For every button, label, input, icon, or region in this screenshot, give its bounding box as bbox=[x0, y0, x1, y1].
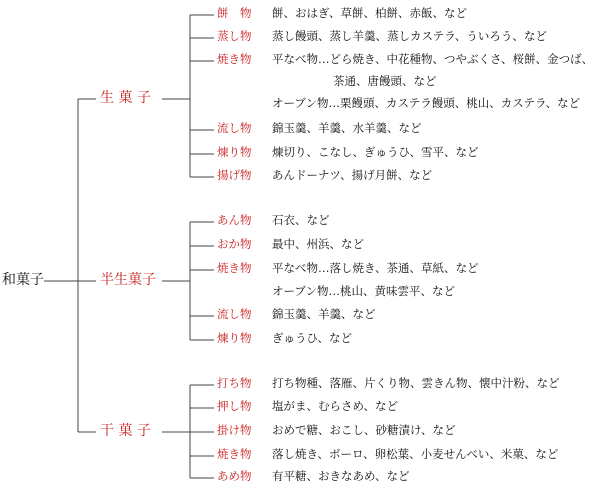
group-label: 干 菓 子 bbox=[100, 423, 151, 439]
category-label: あめ物 bbox=[217, 469, 252, 484]
root-label: 和菓子 bbox=[2, 272, 44, 288]
category-label: 蒸し物 bbox=[217, 29, 252, 44]
category-label: 焼き物 bbox=[217, 52, 252, 67]
example-text: 石衣、など bbox=[272, 213, 330, 228]
example-text: 茶通、唐饅頭、など bbox=[333, 74, 437, 89]
example-text: オーブン物…栗饅頭、カステラ饅頭、桃山、カステラ、など bbox=[272, 96, 581, 111]
category-label: 餅 物 bbox=[217, 6, 252, 21]
example-text: 蒸し饅頭、蒸し羊羹、蒸しカステラ、ういろう、など bbox=[272, 29, 547, 44]
category-label: 焼き物 bbox=[217, 261, 252, 276]
example-text: 平なべ物…落し焼き、茶通、草紙、など bbox=[272, 261, 479, 276]
category-label: あん物 bbox=[217, 213, 252, 228]
group-label: 生 菓 子 bbox=[100, 90, 151, 106]
example-text: ぎゅうひ、など bbox=[272, 331, 353, 346]
category-label: 煉り物 bbox=[217, 331, 252, 346]
group-label: 半生菓子 bbox=[100, 272, 156, 288]
category-label: 掛け物 bbox=[217, 423, 252, 438]
category-label: おか物 bbox=[217, 237, 252, 252]
category-label: 流し物 bbox=[217, 121, 252, 136]
category-label: 焼き物 bbox=[217, 447, 252, 462]
example-text: 有平糖、おきなあめ、など bbox=[272, 469, 410, 484]
example-text: 打ち物種、落雁、片くり物、雲きん物、懐中汁粉、など bbox=[272, 376, 560, 391]
example-text: おめで糖、おこし、砂糖漬け、など bbox=[272, 423, 456, 438]
example-text: 煉切り、こなし、ぎゅうひ、雪平、など bbox=[272, 145, 479, 160]
example-text: 錦玉羹、羊羹、など bbox=[272, 307, 376, 322]
category-label: 打ち物 bbox=[217, 376, 252, 391]
example-text: 最中、州浜、など bbox=[272, 237, 364, 252]
example-text: 塩がま、むらさめ、など bbox=[272, 399, 399, 414]
example-text: 錦玉羹、羊羹、水羊羹、など bbox=[272, 121, 422, 136]
category-label: 押し物 bbox=[217, 399, 252, 414]
example-text: 落し焼き、ボーロ、卵松葉、小麦せんべい、米菓、など bbox=[272, 447, 559, 462]
category-label: 流し物 bbox=[217, 307, 252, 322]
example-text: あんドーナツ、揚げ月餅、など bbox=[272, 168, 433, 183]
category-label: 揚げ物 bbox=[217, 168, 252, 183]
category-label: 煉り物 bbox=[217, 145, 252, 160]
example-text: 餅、おはぎ、草餅、柏餅、赤飯、など bbox=[272, 6, 468, 21]
example-text: オーブン物…桃山、黄味雲平、など bbox=[272, 284, 455, 299]
example-text: 平なべ物…どら焼き、中花種物、つやぶくさ、桜餅、金つば、 bbox=[272, 52, 594, 67]
